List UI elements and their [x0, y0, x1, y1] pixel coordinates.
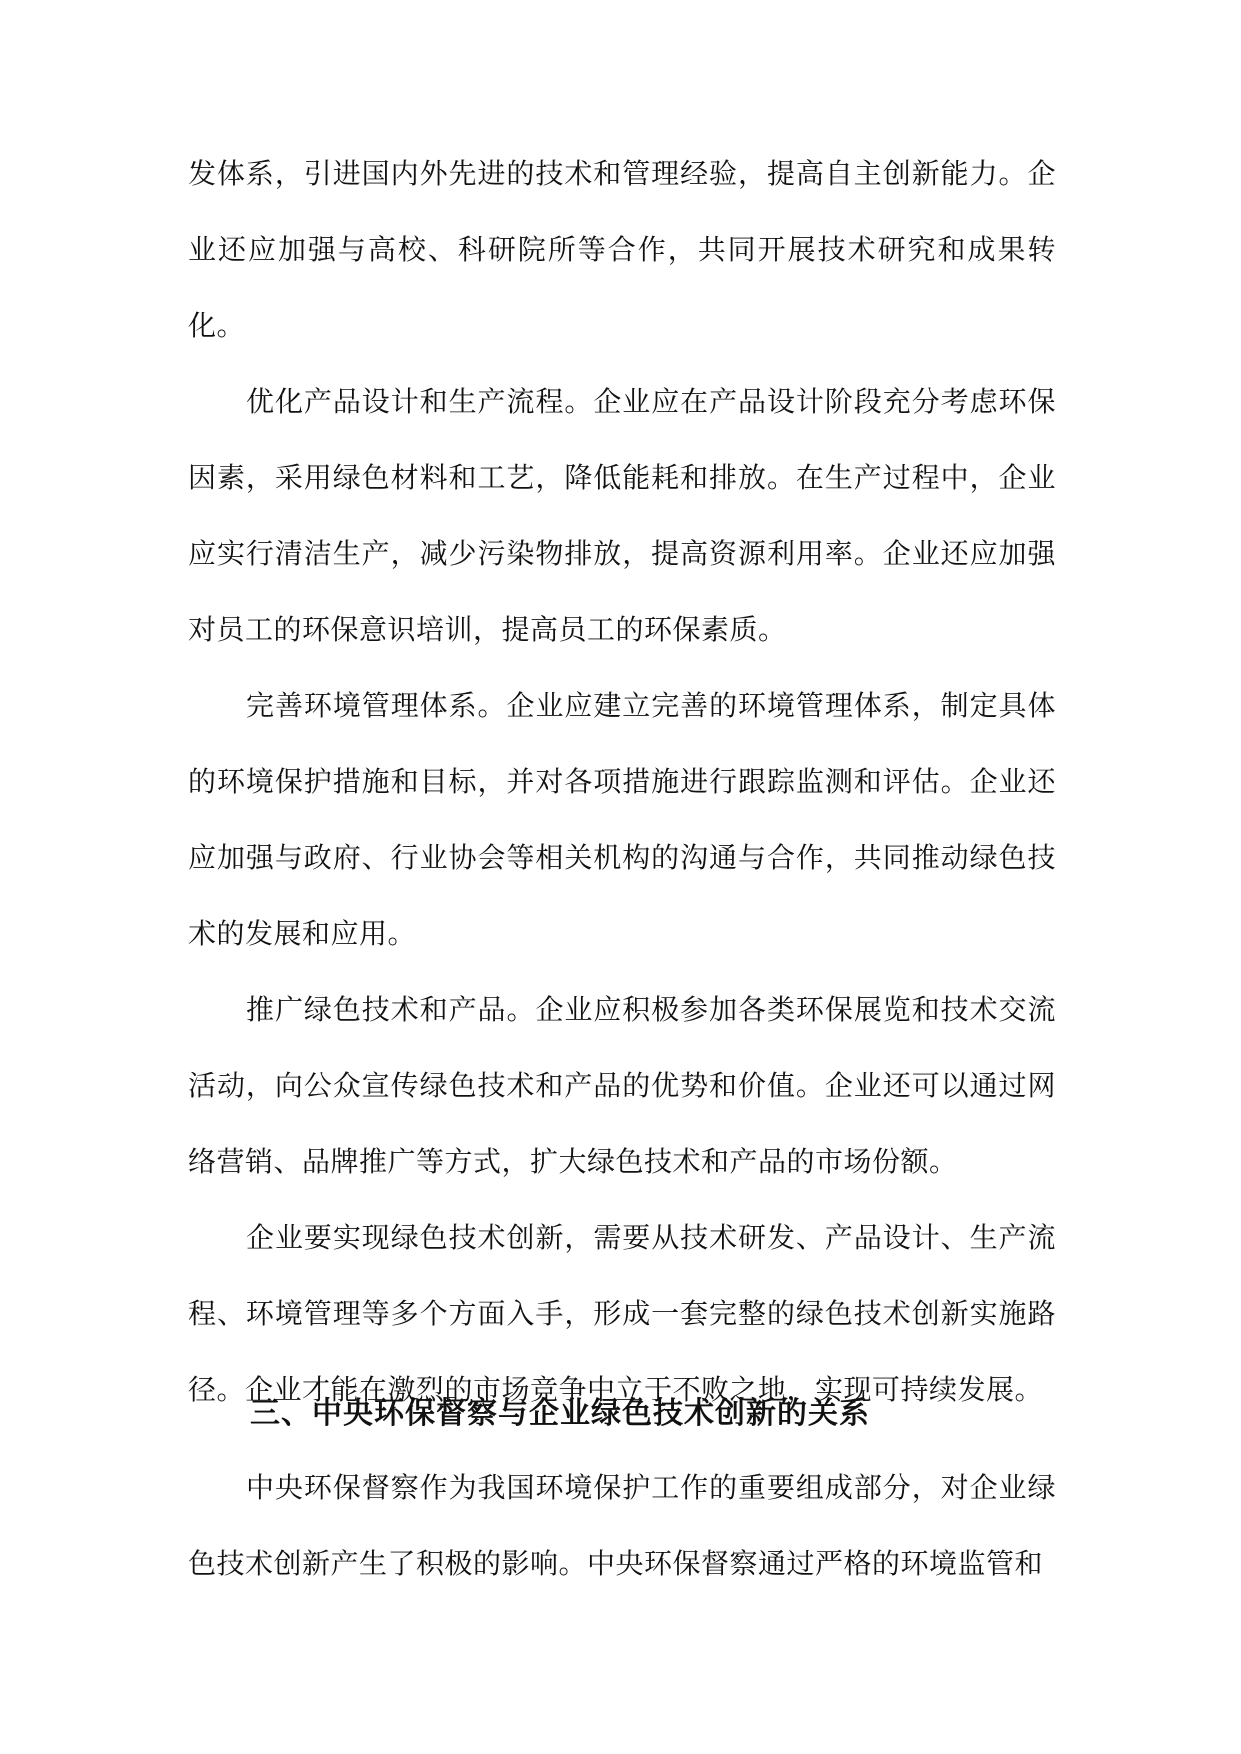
body-text-upper	[188, 136, 1056, 1428]
paragraph-section-intro: 中央环保督察作为我国环境保护工作的重要组成部分，对企业绿色技术创新产生了积极的影响。中央环保督察通过严格的环境监管和	[188, 1471, 1056, 1580]
paragraph-promote-green-tech: 推广绿色技术和产品。企业应积极参加各类环保展览和技术交流活动，向公众宣传绿色技术和产品的优势和价值。企业还可以通过网络营销、品牌推广等方式，扩大绿色技术和产品的市场份额。	[188, 993, 1056, 1178]
section-heading: 三、中央环保督察与企业绿色技术创新的关系	[250, 1396, 870, 1431]
paragraph-continuation: 发体系，引进国内外先进的技术和管理经验，提高自主创新能力。企业还应加强与高校、科研院所等合作，共同开展技术研究和成果转化。	[188, 157, 1056, 342]
paragraph-summary: 企业要实现绿色技术创新，需要从技术研发、产品设计、生产流程、环境管理等多个方面入手，形成一套完整的绿色技术创新实施路径。企业才能在激烈的市场竞争中立于不败之地，实现可持续发展。	[188, 1221, 1056, 1406]
paragraph-environment-management: 完善环境管理体系。企业应建立完善的环境管理体系，制定具体的环境保护措施和目标，并对各项措施进行跟踪监测和评估。企业还应加强与政府、行业协会等相关机构的沟通与合作，共同推动绿色技术的发展和应用。	[188, 689, 1056, 950]
paragraph-optimize-design: 优化产品设计和生产流程。企业应在产品设计阶段充分考虑环保因素，采用绿色材料和工艺，降低能耗和排放。在生产过程中，企业应实行清洁生产，减少污染物排放，提高资源利用率。企业还应加强对员工的环保意识培训，提高员工的环保素质。	[188, 385, 1056, 646]
body-text-lower	[188, 1450, 1056, 1602]
